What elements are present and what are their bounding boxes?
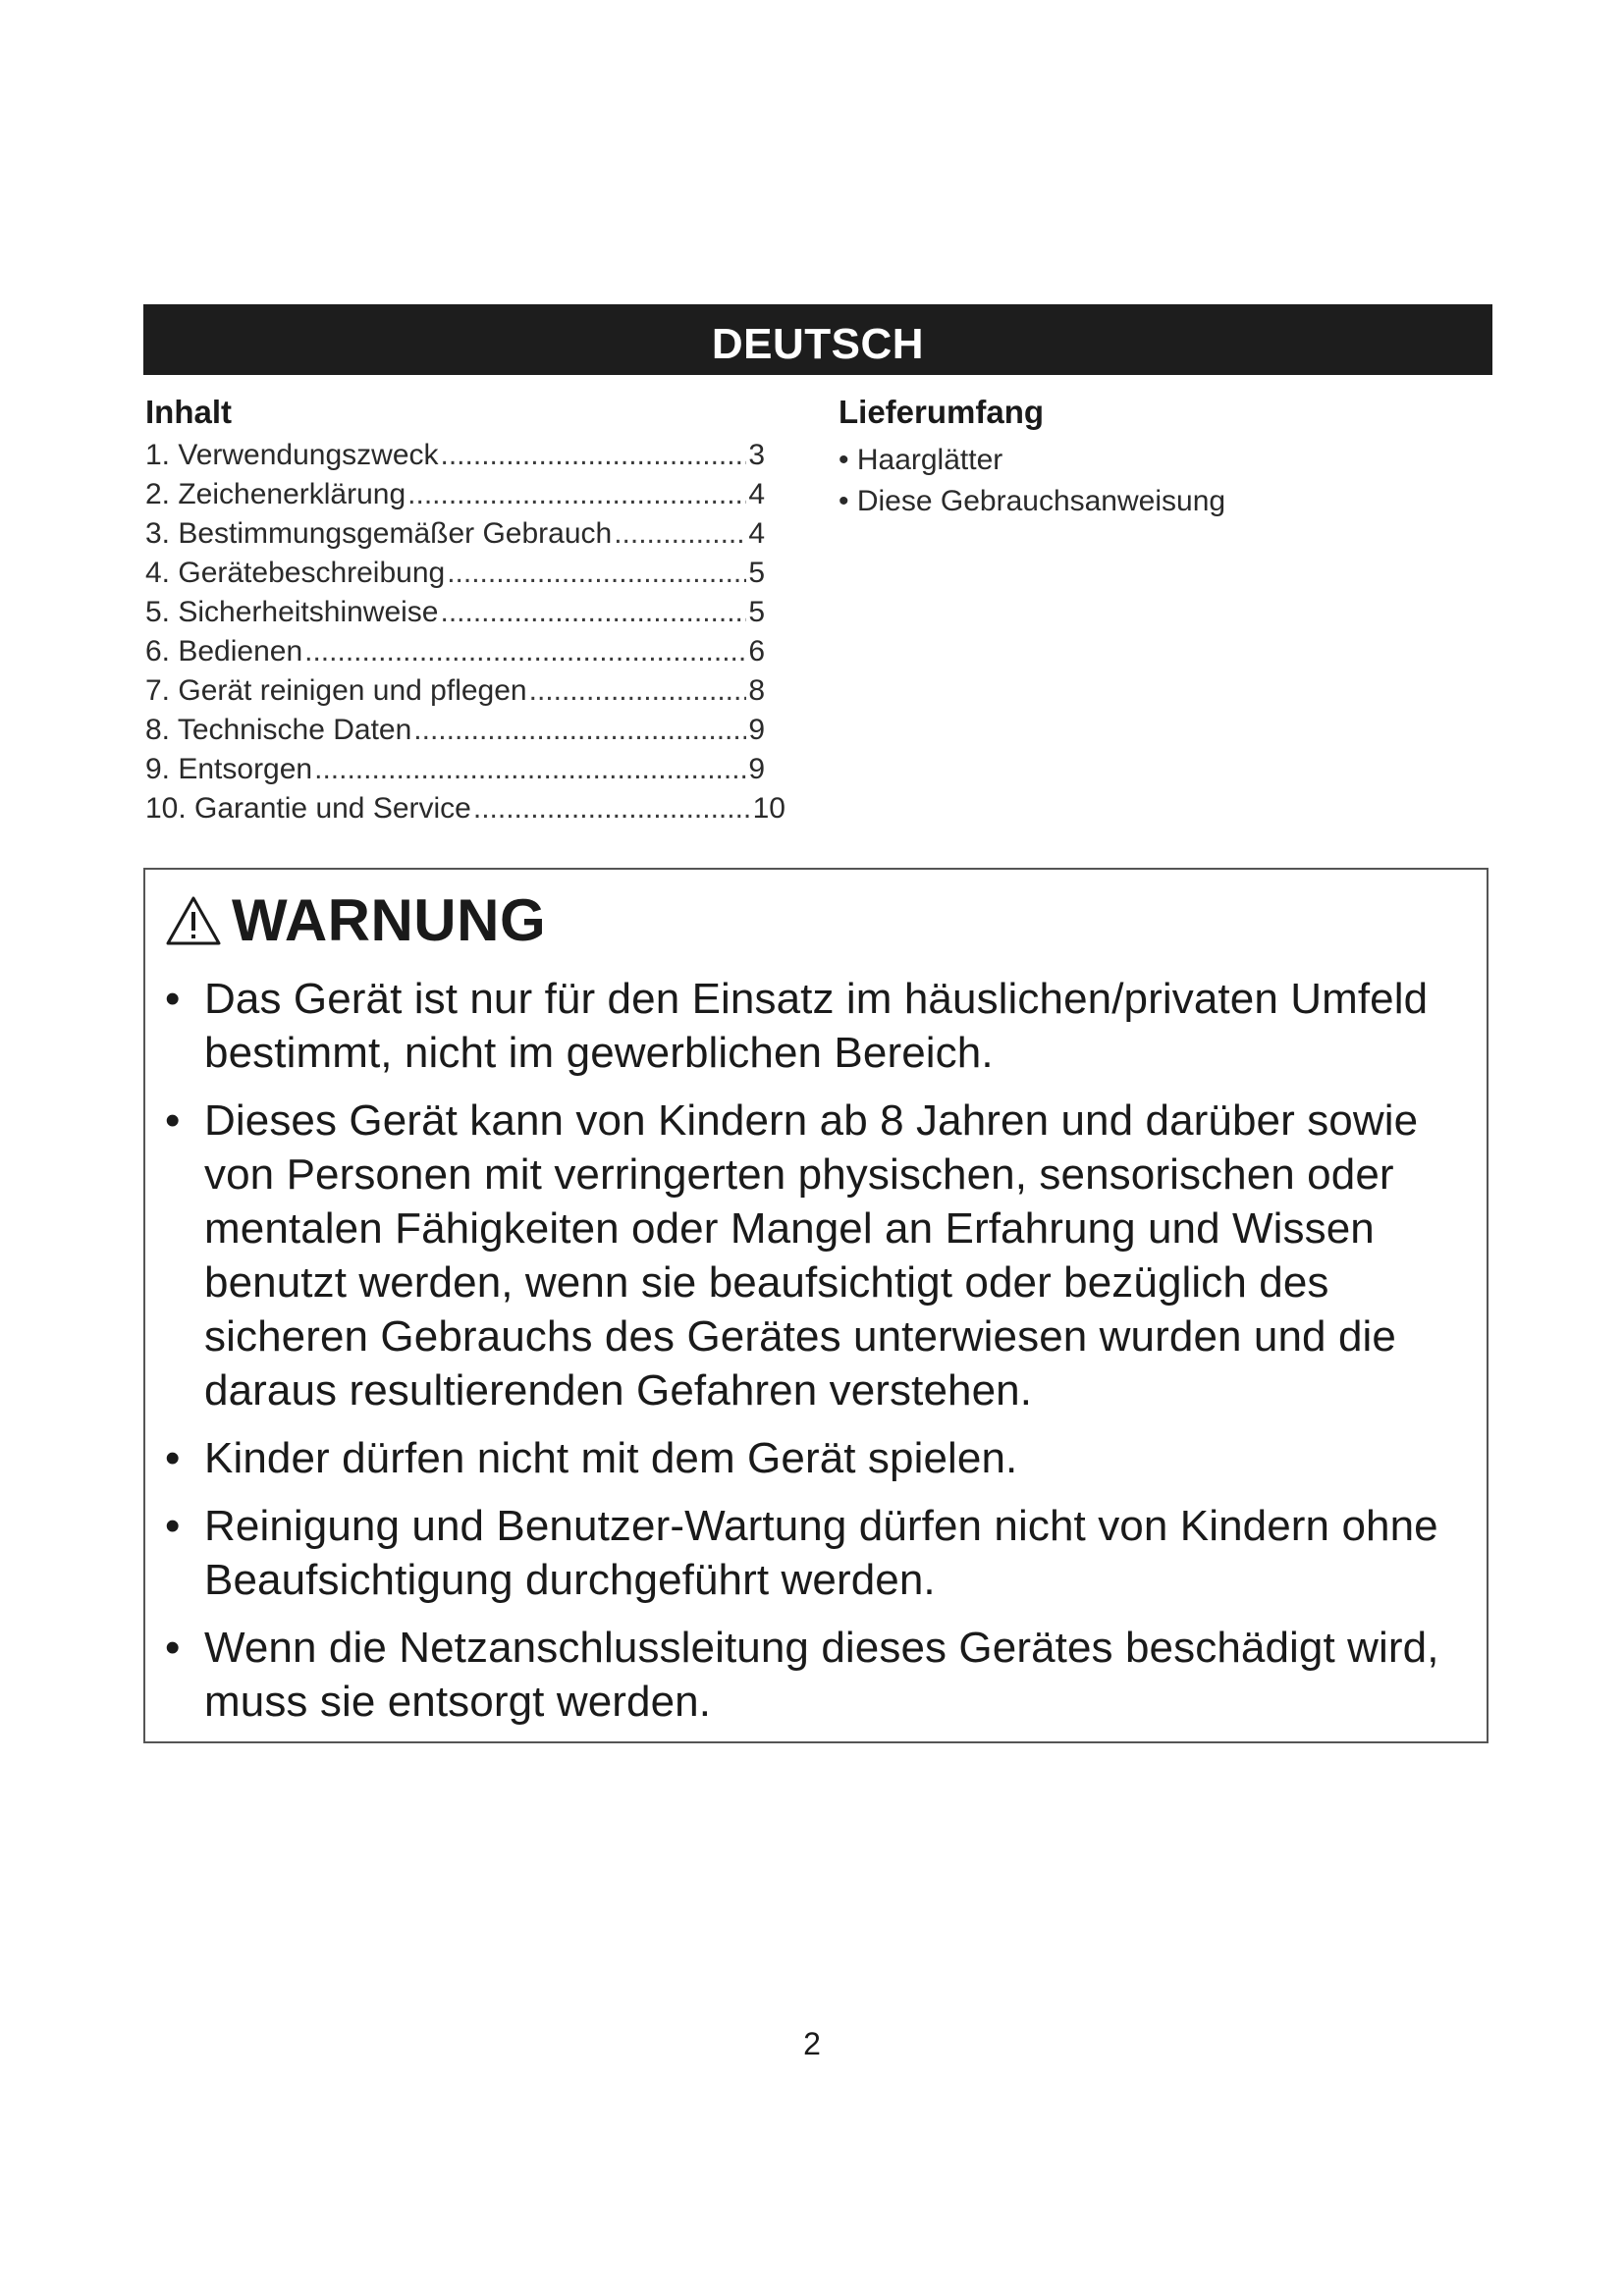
page-number: 2 xyxy=(803,2026,821,2061)
toc-item-page: 8 xyxy=(748,674,765,707)
toc-item xyxy=(145,750,765,789)
toc-item-label: 5. Sicherheitshinweise xyxy=(145,596,439,628)
delivery-scope xyxy=(839,391,1447,522)
toc-item xyxy=(145,554,765,593)
toc-item xyxy=(145,514,765,554)
toc-item-label: 2. Zeichenerklärung xyxy=(145,478,406,510)
toc-leader xyxy=(441,436,747,475)
toc-leader xyxy=(529,671,747,711)
toc-item-page: 4 xyxy=(748,478,765,510)
toc-item xyxy=(145,593,765,632)
toc-item-page: 5 xyxy=(748,596,765,628)
toc-item-label: 9. Entsorgen xyxy=(145,753,313,785)
warning-title: WARNUNG xyxy=(232,887,547,953)
toc-item xyxy=(145,711,765,750)
toc-leader xyxy=(304,632,746,671)
toc-leader xyxy=(407,475,746,514)
toc-item xyxy=(145,475,765,514)
warning-box xyxy=(143,868,1489,1743)
toc-item-page: 6 xyxy=(748,635,765,667)
toc-item-label: 10. Garantie und Service xyxy=(145,792,471,825)
warning-item: • Das Gerät ist nur für den Einsatz im häuslichen/privaten Umfeld bestimmt, nicht im gewerblichen Bereich. xyxy=(165,972,1471,1080)
toc-item-label: 1. Verwendungszweck xyxy=(145,439,439,471)
toc-title: Inhalt xyxy=(145,394,232,430)
delivery-title: Lieferumfang xyxy=(839,394,1045,430)
warning-header xyxy=(165,885,546,956)
toc-item-page: 3 xyxy=(748,439,765,471)
toc-leader xyxy=(614,514,746,554)
toc-item xyxy=(145,632,765,671)
toc-list xyxy=(145,436,785,828)
toc-item-label: 4. Gerätebeschreibung xyxy=(145,557,446,589)
toc-item-page: 9 xyxy=(748,714,765,746)
toc-leader xyxy=(473,789,751,828)
toc-leader xyxy=(314,750,746,789)
toc-item-label: 3. Bestimmungsgemäßer Gebrauch xyxy=(145,517,613,550)
warning-list xyxy=(165,972,1471,1742)
toc-item xyxy=(145,789,785,828)
warning-item: • Kinder dürfen nicht mit dem Gerät spielen. xyxy=(165,1431,1471,1485)
toc-leader xyxy=(447,554,746,593)
toc-item-page: 4 xyxy=(748,517,765,550)
toc-item-label: 8. Technische Daten xyxy=(145,714,412,746)
warning-item: • Reinigung und Benutzer-Wartung dürfen nicht von Kindern ohne Beaufsichtigung durchgeführt werden. xyxy=(165,1499,1471,1607)
language-banner: DEUTSCH xyxy=(143,304,1492,375)
toc-leader xyxy=(413,711,746,750)
delivery-item: • Diese Gebrauchsanweisung xyxy=(839,481,1447,522)
delivery-list xyxy=(839,440,1447,522)
delivery-item: • Haarglätter xyxy=(839,440,1447,481)
warning-triangle-icon xyxy=(165,895,222,946)
toc-item xyxy=(145,436,765,475)
toc-item-label: 7. Gerät reinigen und pflegen xyxy=(145,674,527,707)
warning-item: • Dieses Gerät kann von Kindern ab 8 Jahren und darüber sowie von Personen mit verringerten physischen, sensorischen oder mentalen Fähigkeiten oder Mangel an Erfahrung und Wissen benutzt werden, wenn sie beaufsichtigt oder bezüglich des sicheren Gebrauchs des Gerätes unterwiesen wurden und die daraus resultierenden Gefahren verstehen. xyxy=(165,1094,1471,1417)
toc-item-page: 10 xyxy=(752,792,785,825)
table-of-contents xyxy=(145,391,785,828)
warning-item: • Wenn die Netzanschlussleitung dieses Gerätes beschädigt wird, muss sie entsorgt werden. xyxy=(165,1621,1471,1729)
toc-item-label: 6. Bedienen xyxy=(145,635,303,667)
toc-item-page: 5 xyxy=(748,557,765,589)
toc-item-page: 9 xyxy=(748,753,765,785)
toc-item xyxy=(145,671,765,711)
toc-leader xyxy=(441,593,747,632)
